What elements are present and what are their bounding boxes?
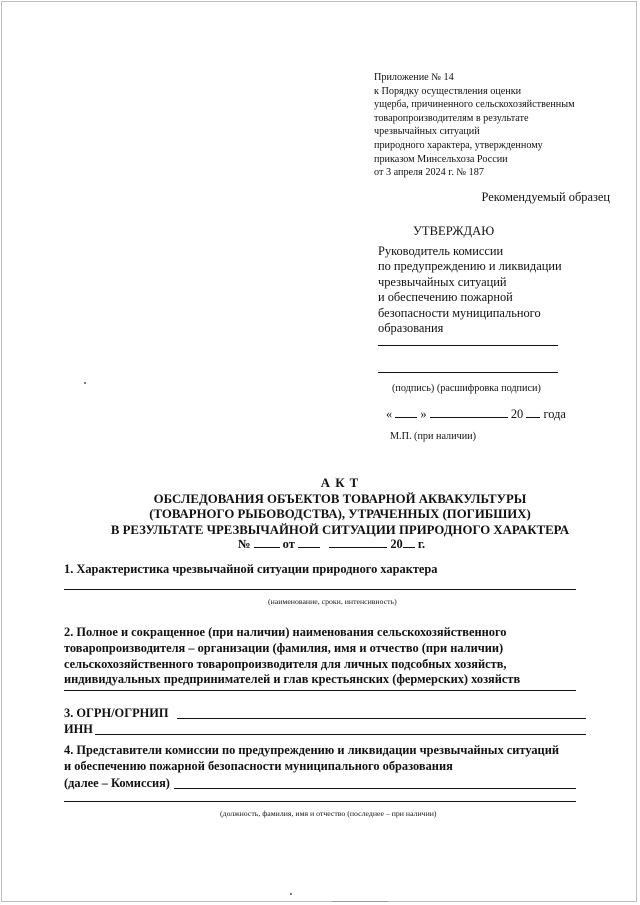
date-close-quote: » [420, 407, 427, 421]
section-3-inn-label: ИНН [64, 722, 93, 736]
approval-title: УТВЕРЖДАЮ [413, 224, 495, 238]
scan-edge-mark [332, 901, 388, 902]
act-year-field[interactable] [403, 537, 415, 548]
commission-field-line-2[interactable] [64, 801, 576, 802]
approver-line: образования [378, 321, 444, 336]
commission-field-line[interactable] [174, 788, 576, 789]
act-title-line: ОБСЛЕДОВАНИЯ ОБЪЕКТОВ ТОВАРНОЙ АКВАКУЛЬТУРЫ [153, 491, 527, 506]
approver-line: безопасности муниципального [378, 305, 541, 320]
appendix-line: чрезвычайных ситуаций [374, 126, 480, 138]
section-4-line: 4. Представители комиссии по предупреждению и ликвидации чрезвычайных ситуаций [64, 743, 559, 757]
act-number-line [238, 537, 425, 553]
scan-speck [290, 893, 292, 895]
act-title-line: (ТОВАРНОГО РЫБОВОДСТВА), УТРАЧЕННЫХ (ПОГИБШИХ) [149, 507, 531, 522]
date-month-field[interactable] [430, 406, 508, 418]
recommended-sample-label: Рекомендуемый образец [481, 190, 610, 204]
appendix-line: природного характера, утвержденному [374, 139, 543, 151]
section-2-line: 2. Полное и сокращенное (при наличии) наименования сельскохозяйственного [64, 625, 507, 639]
section-2-text [64, 625, 520, 688]
act-day-field[interactable] [298, 537, 320, 548]
stamp-note: М.П. (при наличии) [390, 431, 477, 442]
approver-line: чрезвычайных ситуаций [378, 274, 507, 289]
approver-name-line[interactable] [378, 345, 558, 346]
date-day-field[interactable] [395, 406, 417, 418]
section-1-caption: (наименование, сроки, интенсивность) [268, 597, 397, 606]
section-2-field-line[interactable] [64, 690, 576, 691]
section-2-line: сельскохозяйственного товаропроизводителя для личных подсобных хозяйств, [64, 656, 507, 671]
act-number-prefix: № [238, 537, 251, 551]
approver-line: и обеспечению пожарной [378, 290, 513, 305]
appendix-line: товаропроизводителям в результате [374, 112, 529, 124]
date-year-field[interactable] [526, 406, 540, 418]
date-open-quote: « [386, 407, 393, 421]
act-number-field[interactable] [254, 537, 280, 548]
section-1-title: 1. Характеристика чрезвычайной ситуации природного характера [64, 562, 438, 576]
approver-line: по предупреждению и ликвидации [378, 259, 562, 274]
signature-caption: (подпись) (расшифровка подписи) [392, 383, 541, 394]
approval-date [386, 406, 566, 422]
ogrn-field-line[interactable] [177, 718, 586, 719]
appendix-line: Приложение № 14 [374, 72, 454, 83]
appendix-line: к Порядку осуществления оценки [374, 85, 522, 97]
date-year-suffix: года [543, 407, 566, 421]
act-number-from: от [282, 537, 295, 551]
section-4-text [64, 743, 559, 775]
section-1-field-line[interactable] [64, 589, 576, 590]
act-year-prefix: 20 [390, 537, 403, 551]
appendix-block [374, 71, 634, 180]
approver-line: Руководитель комиссии [378, 244, 504, 258]
scan-speck [84, 382, 86, 384]
section-4-commission-label: (далее – Комиссия) [64, 776, 170, 790]
act-title [40, 476, 640, 538]
section-4-caption: (должность, фамилия, имя и отчество (последнее – при наличии) [220, 809, 437, 818]
inn-field-line[interactable] [95, 734, 586, 735]
date-year-prefix: 20 [510, 407, 524, 421]
signature-line[interactable] [378, 372, 558, 373]
act-title-line: А К Т [320, 476, 360, 490]
section-4-line: и обеспечению пожарной безопасности муниципального образования [64, 758, 453, 773]
act-title-line: В РЕЗУЛЬТАТЕ ЧРЕЗВЫЧАЙНОЙ СИТУАЦИИ ПРИРОДНОГО ХАРАКТЕРА [110, 522, 570, 537]
section-3-ogrn-label: 3. ОГРН/ОГРНИП [64, 706, 169, 720]
appendix-line: ущерба, причиненного сельскохозяйственным [374, 99, 575, 111]
approver-position [378, 244, 618, 336]
appendix-line: приказом Минсельхоза России [374, 153, 508, 165]
act-month-field[interactable] [329, 537, 387, 548]
act-year-suffix: г. [417, 537, 426, 551]
section-2-line: товаропроизводителя – организации (фамилия, имя и отчество (при наличии) [64, 640, 504, 655]
section-2-line: индивидуальных предпринимателей и глав крестьянских (фермерских) хозяйств [64, 672, 521, 687]
appendix-line: от 3 апреля 2024 г. № 187 [374, 167, 484, 179]
